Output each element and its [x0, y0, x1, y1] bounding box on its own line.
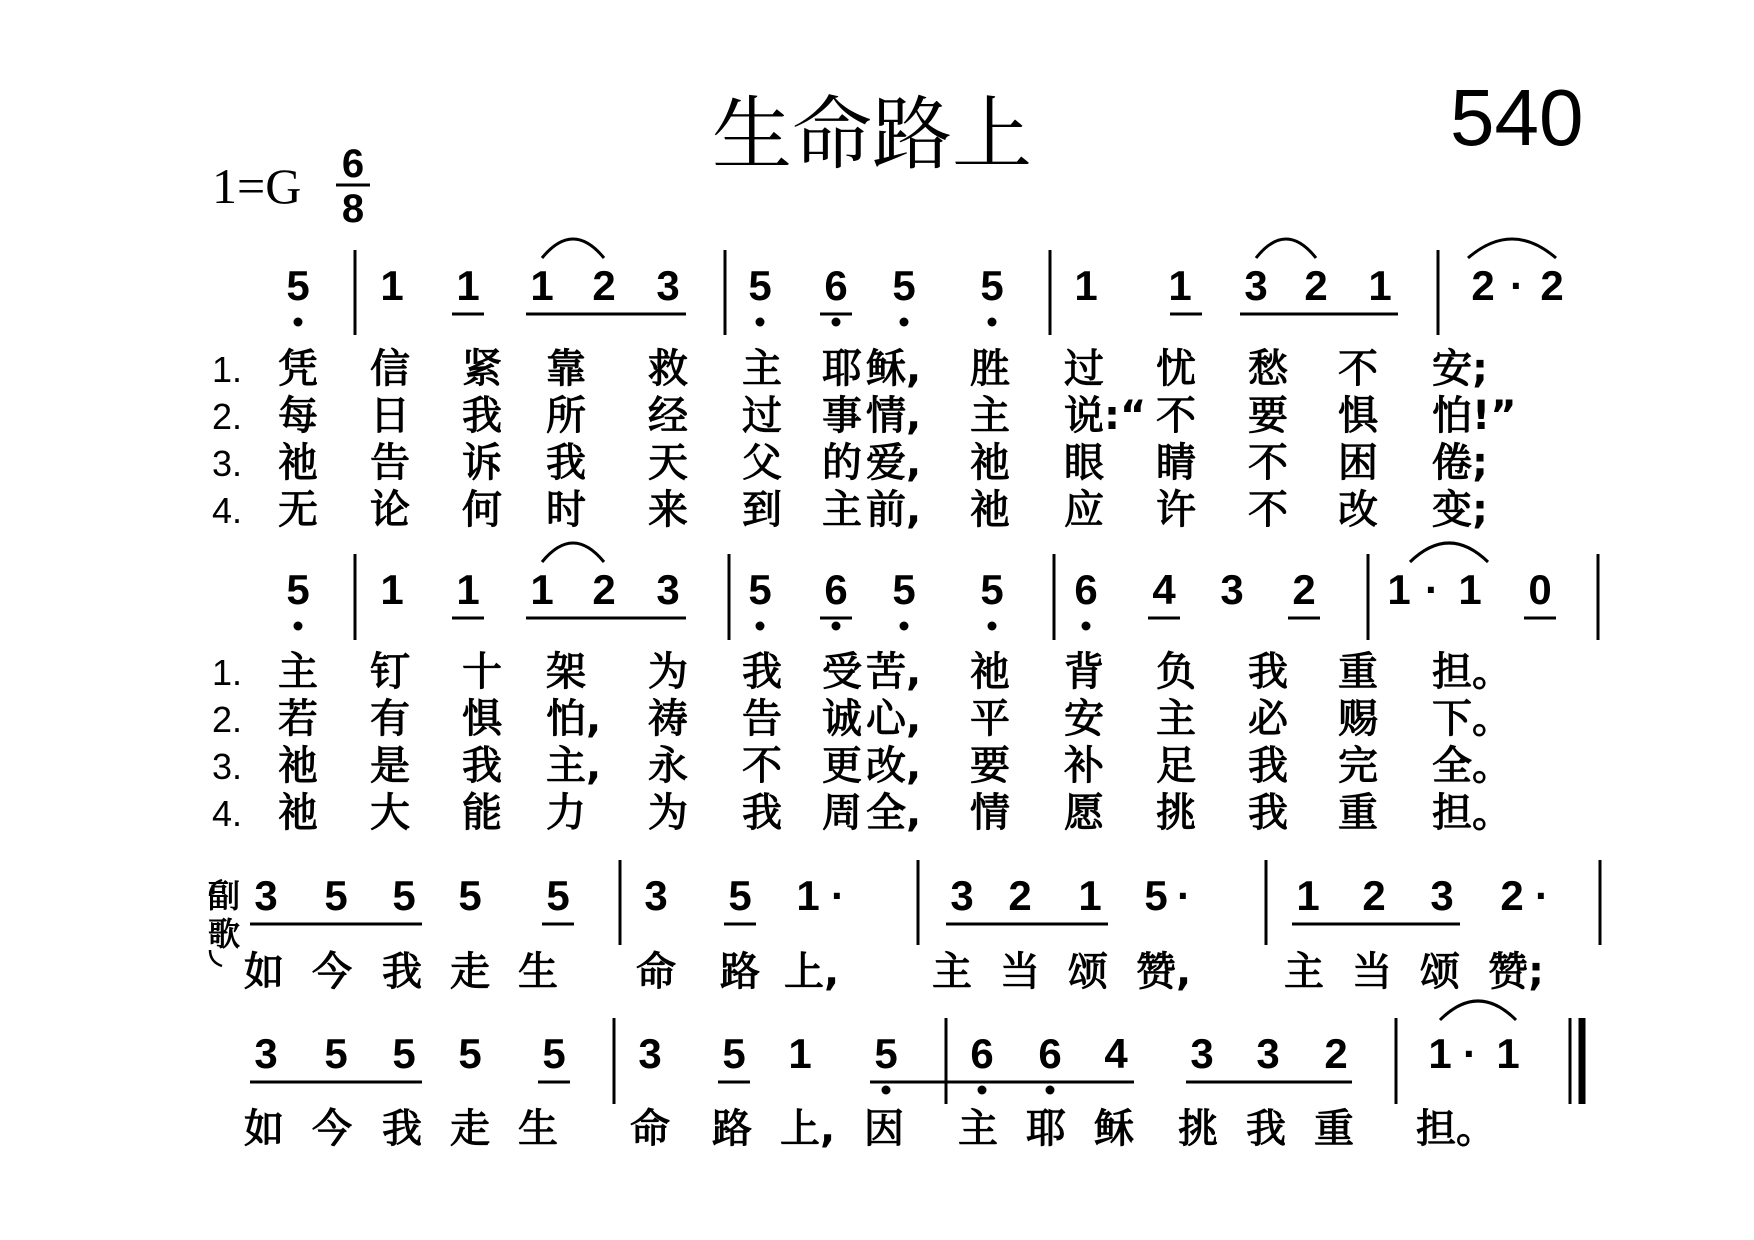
lyric-char: 大: [370, 790, 410, 836]
lyric-char: 担。: [1432, 790, 1512, 836]
note: 5: [542, 1030, 566, 1077]
lyric-char: 命: [630, 1106, 670, 1152]
augmentation-dot: ·: [1425, 566, 1439, 613]
note: 3: [1256, 1030, 1280, 1077]
lyric-char: 有: [370, 696, 410, 742]
lyric-char: 事: [822, 393, 862, 439]
note: 4: [1104, 1030, 1128, 1077]
lyric-char: 过: [742, 393, 782, 439]
note: 3: [656, 262, 680, 309]
note: 5: [324, 872, 348, 919]
lyric-char: 钉: [370, 649, 410, 695]
lyric-char: 赞,: [1136, 949, 1192, 995]
music-notation: [208, 239, 1600, 1152]
note: 1: [1496, 1030, 1520, 1077]
lyric-char: 主: [1156, 696, 1196, 742]
note: 1: [456, 262, 480, 309]
hymn-number: 540: [1450, 73, 1584, 162]
note: 1: [530, 262, 554, 309]
lyric-char: 重: [1338, 649, 1378, 695]
lower-octave-dot: [988, 318, 997, 327]
note: 2: [1304, 262, 1328, 309]
note: 3: [950, 872, 974, 919]
note: 2: [1471, 262, 1495, 309]
note: 2: [1362, 872, 1386, 919]
lyric-char: 情,: [866, 393, 922, 439]
chorus-label-bottom: 歌: [207, 915, 241, 953]
note: 4: [1152, 566, 1176, 613]
lyric-char: 今: [312, 949, 352, 995]
lower-octave-dot: [1082, 622, 1091, 631]
lyric-char: 为: [648, 649, 688, 695]
lyric-char: 祂: [278, 790, 318, 836]
lyric-char: 为: [648, 790, 688, 836]
lyric-char: 惧: [1338, 393, 1378, 439]
lower-octave-dot: [900, 318, 909, 327]
lyric-char: 日: [370, 393, 410, 439]
augmentation-dot: ·: [1463, 1030, 1477, 1077]
lyric-char: 要: [970, 743, 1010, 789]
lyric-char: 到: [742, 487, 782, 533]
note: 1: [1078, 872, 1102, 919]
lyric-char: 生: [518, 949, 558, 995]
lyric-char: 忧: [1156, 346, 1196, 392]
note: 6: [970, 1030, 994, 1077]
lyric-char: 告: [742, 696, 782, 742]
lyric-char: 耶: [1026, 1106, 1066, 1152]
lyric-char: 靠: [546, 346, 586, 392]
note: 1: [456, 566, 480, 613]
note: 5: [892, 566, 916, 613]
lower-octave-dot: [832, 622, 841, 631]
lower-octave-dot: [882, 1086, 891, 1095]
lyric-char: 主: [932, 949, 972, 995]
lyric-char: 改: [1338, 487, 1378, 533]
note: 5: [874, 1030, 898, 1077]
song-title: 生命路上: [712, 88, 1032, 181]
lower-octave-dot: [756, 318, 765, 327]
note: 5: [392, 1030, 416, 1077]
lyric-char: 周: [822, 790, 862, 836]
note: 2: [1324, 1030, 1348, 1077]
slur: [1468, 239, 1556, 258]
lower-octave-dot: [832, 318, 841, 327]
lyric-char: 愁: [1248, 346, 1288, 392]
note: 3: [254, 1030, 278, 1077]
note: 1: [796, 872, 820, 919]
lyric-char: 我: [1248, 649, 1288, 695]
lyric-char: 我: [462, 743, 502, 789]
verse-number: 3.: [212, 746, 243, 787]
lyric-char: 耶: [822, 346, 862, 392]
lower-octave-dot: [988, 622, 997, 631]
lyric-char: 是: [370, 743, 410, 789]
note: 5: [980, 566, 1004, 613]
lyric-char: 紧: [462, 346, 502, 392]
verse-number: 1.: [212, 652, 243, 693]
note: 5: [728, 872, 752, 919]
lyric-char: 主: [822, 487, 862, 533]
note: 5: [458, 872, 482, 919]
note: 5: [286, 262, 310, 309]
note: 2: [1540, 262, 1564, 309]
lyric-char: 挑: [1156, 790, 1196, 836]
lyric-char: 来: [648, 487, 688, 533]
lyric-char: 祂: [970, 487, 1010, 533]
lyric-char: 因: [864, 1106, 904, 1152]
note: 1: [1387, 566, 1411, 613]
note: 3: [638, 1030, 662, 1077]
lyric-char: 怕!”: [1432, 393, 1517, 439]
lyric-char: 不: [742, 743, 782, 789]
lyric-char: 祂: [278, 743, 318, 789]
lyric-char: 必: [1248, 696, 1288, 742]
lyric-char: 告: [370, 440, 410, 486]
lyric-char: 命: [636, 949, 676, 995]
lyric-char: 要: [1248, 393, 1288, 439]
lyric-char: 我: [742, 790, 782, 836]
lyric-char: 说:“: [1064, 393, 1147, 439]
lyric-char: 能: [462, 790, 502, 836]
note: 1: [530, 566, 554, 613]
lyric-char: 我: [1248, 790, 1288, 836]
lyric-char: 怕,: [546, 696, 602, 742]
lyric-char: 变;: [1432, 487, 1488, 533]
lyric-char: 受: [822, 649, 862, 695]
lyric-char: 走: [450, 949, 490, 995]
note: 6: [1038, 1030, 1062, 1077]
lyric-char: 负: [1156, 649, 1196, 695]
lyric-char: 信: [370, 346, 410, 392]
lyric-char: 颂: [1068, 949, 1108, 995]
lyric-char: 今: [312, 1106, 352, 1152]
lyric-char: 无: [278, 487, 318, 533]
lyric-char: 平: [970, 696, 1010, 742]
lower-octave-dot: [756, 622, 765, 631]
note: 5: [546, 872, 570, 919]
lyric-char: 赐: [1338, 696, 1378, 742]
lyric-char: 稣: [1094, 1106, 1134, 1152]
note: 6: [824, 262, 848, 309]
lyric-char: 足: [1156, 743, 1196, 789]
lyric-char: 倦;: [1432, 440, 1488, 486]
lyric-char: 祷: [648, 696, 688, 742]
augmentation-dot: ·: [1510, 262, 1524, 309]
lyric-char: 力: [546, 790, 586, 836]
verse-number: 3.: [212, 443, 243, 484]
lyric-char: 颂: [1420, 949, 1460, 995]
note: 3: [656, 566, 680, 613]
lyric-char: 何: [462, 487, 502, 533]
verse-number: 1.: [212, 349, 243, 390]
lyric-char: 经: [648, 393, 688, 439]
time-sig-bottom: 8: [341, 187, 365, 231]
lyric-char: 我: [1248, 743, 1288, 789]
verse-number: 4.: [212, 793, 243, 834]
lyric-char: 路: [712, 1106, 752, 1152]
lyric-char: 祂: [278, 440, 318, 486]
note: 1: [380, 566, 404, 613]
verse-number: 2.: [212, 699, 243, 740]
lyric-char: 不: [1156, 393, 1196, 439]
lyric-char: 路: [720, 949, 760, 995]
lyric-char: 祂: [970, 440, 1010, 486]
lyric-char: 睛: [1156, 440, 1196, 486]
lyric-char: 情: [970, 790, 1010, 836]
lyric-char: 赞;: [1488, 949, 1544, 995]
lyric-char: 的: [822, 440, 862, 486]
note: 1: [1296, 872, 1320, 919]
slur: [542, 239, 604, 258]
note: 2: [592, 566, 616, 613]
lyric-char: 诉: [462, 440, 502, 486]
chorus-label-top: 副: [207, 877, 241, 915]
note: 5: [458, 1030, 482, 1077]
lyric-char: 愿: [1064, 790, 1104, 836]
note: 1: [1458, 566, 1482, 613]
lyric-char: 安: [1064, 696, 1104, 742]
note: 5: [324, 1030, 348, 1077]
lower-octave-dot: [294, 622, 303, 631]
note: 6: [1074, 566, 1098, 613]
lyric-char: 我: [462, 393, 502, 439]
lyric-char: 背: [1064, 649, 1104, 695]
note: 3: [644, 872, 668, 919]
lyric-char: 诚: [822, 696, 862, 742]
lyric-char: 苦,: [866, 649, 922, 695]
lyric-char: 爱,: [866, 440, 922, 486]
lower-octave-dot: [1046, 1086, 1055, 1095]
lyric-char: 主,: [546, 743, 602, 789]
note: 1: [1074, 262, 1098, 309]
lyric-char: 前,: [866, 487, 922, 533]
lyric-char: 担。: [1416, 1106, 1496, 1152]
note: 0: [1528, 566, 1552, 613]
note: 5: [286, 566, 310, 613]
lyric-char: 如: [244, 949, 284, 995]
lyric-char: 主: [278, 649, 318, 695]
lyric-char: 应: [1064, 487, 1104, 533]
lyric-char: 我: [382, 949, 422, 995]
lyric-char: 救: [648, 346, 688, 392]
lyric-char: 十: [462, 649, 502, 695]
note: 3: [1244, 262, 1268, 309]
lyric-char: 眼: [1064, 440, 1104, 486]
note: 2: [1292, 566, 1316, 613]
lyric-char: 胜: [970, 346, 1010, 392]
lyric-char: 上,: [784, 949, 840, 995]
lyric-char: 补: [1064, 743, 1104, 789]
lyric-char: 困: [1338, 440, 1378, 486]
lyric-char: 如: [244, 1106, 284, 1152]
lyric-char: 当: [1352, 949, 1392, 995]
slur: [542, 543, 604, 562]
lyric-char: 不: [1248, 487, 1288, 533]
lyric-char: 改,: [866, 743, 922, 789]
slur: [1440, 1001, 1516, 1020]
time-signature: [336, 142, 370, 231]
note: 2: [592, 262, 616, 309]
lyric-char: 祂: [970, 649, 1010, 695]
lyric-char: 全,: [866, 790, 922, 836]
note: 6: [824, 566, 848, 613]
lyric-char: 生: [518, 1106, 558, 1152]
note: 1: [1168, 262, 1192, 309]
key-label: 1=G: [212, 158, 302, 214]
verse-number: 2.: [212, 396, 243, 437]
note: 5: [748, 566, 772, 613]
lyric-char: 许: [1156, 487, 1196, 533]
lyric-char: 稣,: [866, 346, 922, 392]
note: 5: [748, 262, 772, 309]
time-sig-top: 6: [341, 142, 365, 186]
lyric-char: 完: [1338, 743, 1378, 789]
lyric-char: 天: [648, 440, 688, 486]
lyric-char: 惧: [462, 696, 502, 742]
lyric-char: 不: [1338, 346, 1378, 392]
note: 5: [1144, 872, 1168, 919]
lyric-char: 所: [546, 393, 586, 439]
lyric-char: 每: [278, 393, 318, 439]
note: 1: [380, 262, 404, 309]
lyric-char: 重: [1314, 1106, 1354, 1152]
lyric-char: 挑: [1178, 1106, 1218, 1152]
note: 5: [722, 1030, 746, 1077]
note: 3: [1430, 872, 1454, 919]
note: 3: [1190, 1030, 1214, 1077]
lower-octave-dot: [978, 1086, 987, 1095]
note: 5: [392, 872, 416, 919]
note: 3: [254, 872, 278, 919]
lyric-char: 若: [278, 696, 318, 742]
lyric-char: 父: [742, 440, 782, 486]
lyric-char: 走: [450, 1106, 490, 1152]
lyric-char: 重: [1338, 790, 1378, 836]
lyric-char: 不: [1248, 440, 1288, 486]
lyric-char: 永: [648, 743, 688, 789]
lyric-char: 论: [370, 487, 410, 533]
note: 2: [1500, 872, 1524, 919]
note: 2: [1008, 872, 1032, 919]
lyric-char: 主: [958, 1106, 998, 1152]
lyric-char: 下。: [1432, 696, 1512, 742]
lyric-char: 我: [546, 440, 586, 486]
lyric-char: 我: [742, 649, 782, 695]
lyric-char: 上,: [780, 1106, 836, 1152]
lyric-char: 主: [970, 393, 1010, 439]
key-signature: [212, 158, 301, 214]
note: 5: [980, 262, 1004, 309]
lyric-char: 架: [546, 649, 586, 695]
lyric-char: 我: [382, 1106, 422, 1152]
lyric-char: 主: [1284, 949, 1324, 995]
augmentation-dot: ·: [831, 872, 845, 919]
augmentation-dot: ·: [1535, 872, 1549, 919]
lyric-char: 凭: [278, 346, 318, 392]
slur: [1256, 239, 1316, 258]
note: 1: [1368, 262, 1392, 309]
note: 1: [788, 1030, 812, 1077]
lyric-char: 更: [822, 743, 862, 789]
lyric-char: 时: [546, 487, 586, 533]
lower-octave-dot: [294, 318, 303, 327]
lyric-char: 安;: [1432, 346, 1488, 392]
lyric-char: 当: [1000, 949, 1040, 995]
lyric-char: 全。: [1432, 743, 1512, 789]
augmentation-dot: ·: [1177, 872, 1191, 919]
lyric-char: 过: [1064, 346, 1104, 392]
lyric-char: 担。: [1432, 649, 1512, 695]
slur: [1410, 543, 1488, 562]
lyric-char: 我: [1246, 1106, 1286, 1152]
verse-number: 4.: [212, 490, 243, 531]
note: 1: [1428, 1030, 1452, 1077]
lyric-char: 心,: [866, 696, 922, 742]
lower-octave-dot: [900, 622, 909, 631]
note: 3: [1220, 566, 1244, 613]
note: 5: [892, 262, 916, 309]
lyric-char: 主: [742, 346, 782, 392]
